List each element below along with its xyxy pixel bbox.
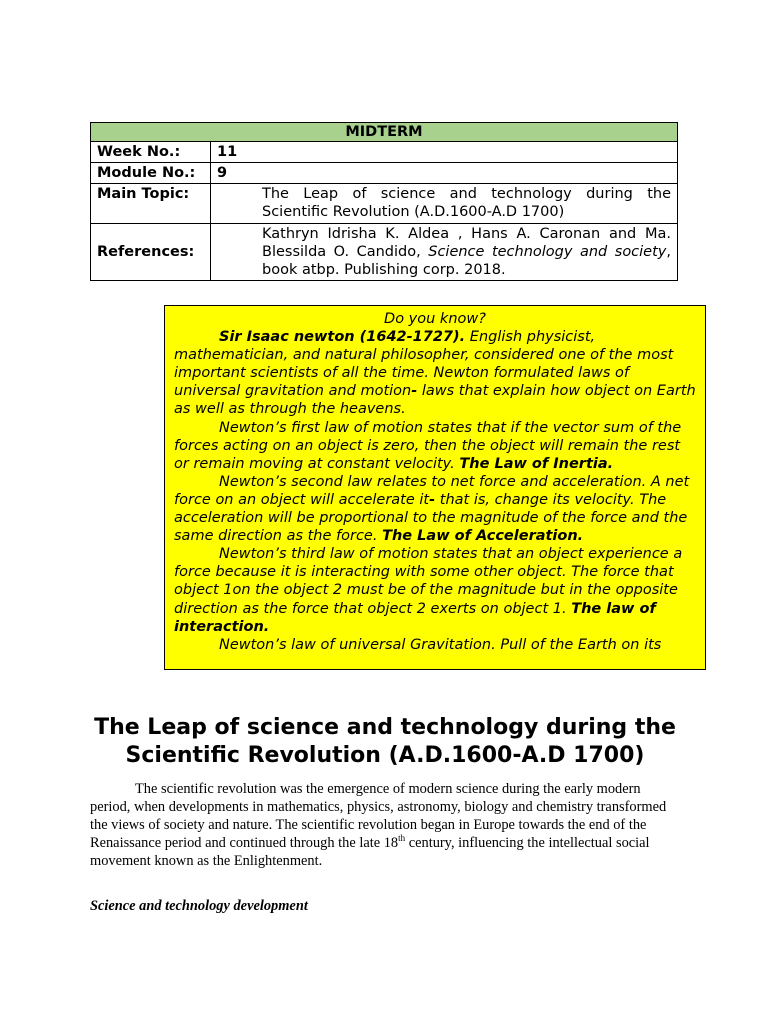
- intro-superscript: th: [398, 833, 406, 844]
- main-topic-label: Main Topic:: [91, 184, 211, 224]
- newton-name: Sir Isaac newton (1642-1727).: [219, 329, 466, 346]
- table-header-midterm: MIDTERM: [91, 123, 678, 142]
- first-law-text: Newton’s first law of motion states that if the vector sum of the forces acting on an object is zero, then the object will remain the rest or remain moving at constant velocity.: [174, 419, 682, 472]
- third-law-paragraph: [174, 545, 696, 635]
- gravitation-paragraph: Newton’s law of universal Gravitation. Pull of the Earth on its: [219, 636, 662, 653]
- references-publisher: , book atbp. Publishing corp. 2018.: [262, 244, 671, 278]
- third-law-text: Newton’s third law of motion states that an object experience a force because it is interacting with some other object. The force that object 1on the object 2 must be of the magnitude but in the opposite direction as the force that object 2 exerts on object 1.: [174, 546, 683, 617]
- references-label: References:: [91, 224, 211, 281]
- intro-text: The scientific revolution was the emergence of modern science during the early modern period, when developments in mathematics, physics, astronomy, biology and chemistry transformed the views of society and nature. The scientific revolution began in Europe towards the end of the Renaissance period and continued through the late 18: [90, 781, 667, 851]
- newton-bio-paragraph: [174, 328, 696, 418]
- second-law-text-2: that is, change its velocity. The acceleration will be proportional to the magnitude of the force and the same direction as the force.: [174, 491, 688, 545]
- do-you-know-box: [164, 305, 706, 670]
- section-subheading: Science and technology development: [90, 898, 308, 914]
- module-value: 9: [211, 163, 678, 184]
- week-label: Week No.:: [91, 142, 211, 163]
- references-book-title: Science technology and society: [428, 244, 667, 260]
- second-law-text: Newton’s second law relates to net force and acceleration. A net force on an object will accelerate it: [174, 473, 690, 508]
- first-law-paragraph: [174, 419, 696, 473]
- references-authors: Kathryn Idrisha K. Aldea , Hans A. Caronan and Ma. Blessilda O. Candido,: [262, 226, 671, 260]
- newton-bio-dash: -: [411, 383, 418, 400]
- second-law-paragraph: [174, 473, 696, 545]
- law-of-inertia: The Law of Inertia.: [459, 455, 614, 472]
- module-label: Module No.:: [91, 163, 211, 184]
- intro-paragraph: [90, 780, 675, 870]
- newton-bio-text: English physicist, mathematician, and natural philosopher, considered one of the most important scientists of all the time. Newton formulated laws of universal gravitation and motion: [174, 329, 674, 400]
- main-topic-value: The Leap of science and technology during the Scientific Revolution (A.D.1600-A.D 1700): [211, 184, 678, 224]
- second-law-dash: -: [429, 491, 436, 508]
- newton-bio-text-2: laws that explain how object on Earth as well as through the heavens.: [174, 383, 696, 418]
- references-value: [211, 224, 678, 281]
- do-you-know-heading: Do you know?: [384, 311, 486, 327]
- module-info-table: [90, 122, 678, 281]
- intro-text-2: century, influencing the intellectual social movement known as the Enlightenment.: [90, 835, 650, 869]
- law-of-acceleration: The Law of Acceleration.: [382, 528, 584, 545]
- week-value: 11: [211, 142, 678, 163]
- page-title: The Leap of science and technology during the Scientific Revolution (A.D.1600-A.D 1700): [94, 715, 676, 768]
- law-of-interaction: The law of interaction.: [174, 600, 656, 635]
